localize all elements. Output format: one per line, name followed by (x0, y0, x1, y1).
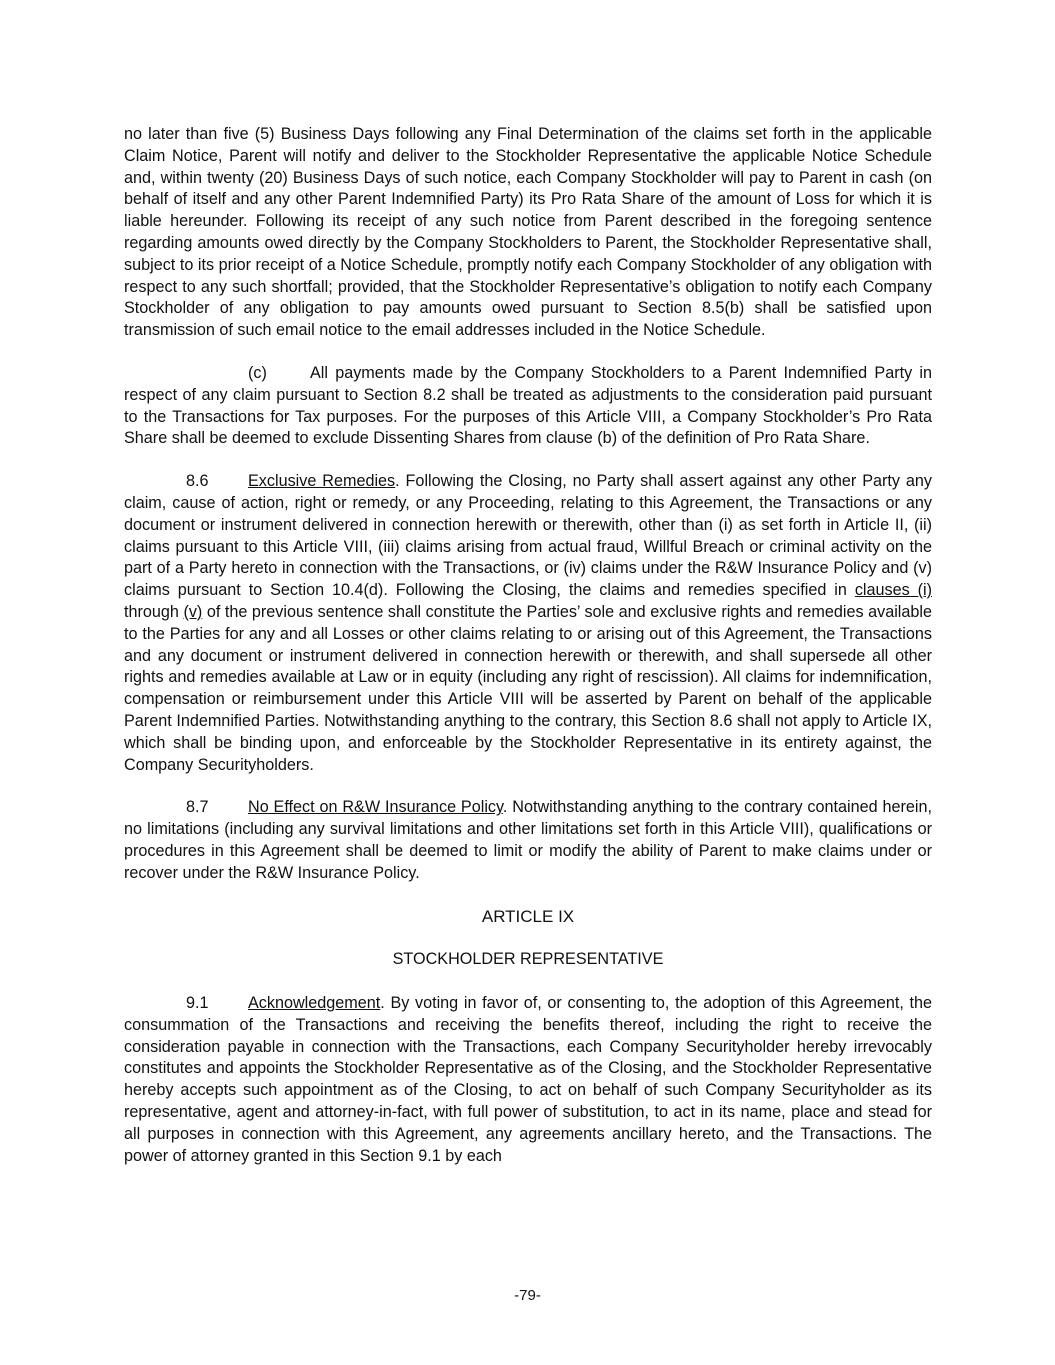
paragraph-8-5-c (124, 363, 932, 450)
section-8-6-text-1: . Following the Closing, no Party shall assert against any other Party any claim, cause of action, right or remedy, or any Proceeding, relating to this Agreement, the Transactions or any document or instrument delivered in connection herewith or therewith, other than (i) as set forth in Article II, (ii) claims pursuant to this Article VIII, (iii) claims arising from actual fraud, Willful Breach or criminal activity on the part of a Party hereto in connection with the Transactions, or (iv) claims under the R&W Insurance Policy and (v) claims pursuant to Section 10.4(d). Following the Closing, the claims and remedies specified in (124, 472, 932, 600)
clause-label: (c) (248, 363, 267, 382)
section-8-6 (124, 471, 932, 776)
clauses-i-ref: clauses (i) (854, 581, 932, 600)
clause-v-ref: (v) (183, 602, 203, 621)
through-word: through (124, 602, 184, 621)
section-8-7-text: . Notwithstanding anything to the contrary contained herein, no limitations (including any survival limitations and other limitations set forth in this Article VIII), qualifications or procedures in this Agreement shall be deemed to limit or modify the ability of Parent to make claims under or recover under the R&W Insurance Policy. (124, 798, 932, 882)
section-heading: Exclusive Remedies (248, 472, 396, 491)
section-number: 8.7 (186, 798, 209, 817)
section-8-7 (124, 797, 932, 884)
paragraph-continuation (124, 124, 932, 342)
section-heading: Acknowledgement (248, 994, 381, 1013)
document-page (124, 124, 932, 1188)
section-9-1 (124, 993, 932, 1167)
section-heading: No Effect on R&W Insurance Policy (248, 798, 503, 817)
paragraph-8-5-c-text: All payments made by the Company Stockholders to a Parent Indemnified Party in respect of any claim pursuant to Section 8.2 shall be treated as adjustments to the consideration paid pursuant to the Transactions for Tax purposes. For the purposes of this Article VIII, a Company Stockholder’s Pro Rata Share shall be deemed to exclude Dissenting Shares from clause (b) of the definition of Pro Rata Share. (124, 363, 932, 448)
section-number: 8.6 (186, 472, 209, 491)
article-title: ARTICLE IX (481, 906, 575, 926)
page-number: -79- (514, 1287, 541, 1304)
paragraph-continuation-text: no later than five (5) Business Days following any Final Determination of the claims set forth in the applicable Claim Notice, Parent will notify and deliver to the Stockholder Representative the applicable Notice Schedule and, within twenty (20) Business Days of such notice, each Company Stockholder will pay to Parent in cash (on behalf of itself and any other Parent Indemnified Party) its Pro Rata Share of the amount of Loss for which it is liable hereunder. Following its receipt of any such notice from Parent described in the foregoing sentence regarding amounts owed directly by the Company Stockholders to Parent, the Stockholder Representative shall, subject to its prior receipt of a Notice Schedule, promptly notify each Company Stockholder of any obligation with respect to any such shortfall; provided, that the Stockholder Representative’s obligation to notify each Company Stockholder of any obligation to pay amounts owed pursuant to Section 8.5(b) shall be satisfied upon transmission of such email notice to the email addresses included in the Notice Schedule. (124, 125, 932, 340)
section-8-6-text-2: of the previous sentence shall constitute the Parties’ sole and exclusive rights and remedies available to the Parties for any and all Losses or other claims relating to or arising out of this Agreement, the Transactions and any document or instrument delivered in connection herewith or therewith, and shall supersede all other rights and remedies available at Law or in equity (including any right of rescission). All claims for indemnification, compensation or reimbursement under this Article VIII will be asserted by Parent on behalf of the applicable Parent Indemnified Parties. Notwithstanding anything to the contrary, this Section 8.6 shall not apply to Article IX, which shall be binding upon, and enforceable by the Stockholder Representative in its entirety against, the Company Securityholders. (124, 602, 932, 774)
section-9-1-text: . By voting in favor of, or consenting to, the adoption of this Agreement, the consummation of the Transactions and receiving the benefits thereof, including the right to receive the consideration payable in connection with the Transactions, each Company Securityholder hereby irrevocably constitutes and appoints the Stockholder Representative as of the Closing, and the Stockholder Representative hereby accepts such appointment as of the Closing, to act on behalf of such Company Securityholder as its representative, agent and attorney-in-fact, with full power of substitution, to act in its name, place and stead for all purposes in connection with this Agreement, any agreements ancillary hereto, and the Transactions. The power of attorney granted in this Section 9.1 by each (124, 994, 932, 1165)
section-number: 9.1 (186, 994, 209, 1013)
article-subtitle: STOCKHOLDER REPRESENTATIVE (392, 950, 664, 969)
